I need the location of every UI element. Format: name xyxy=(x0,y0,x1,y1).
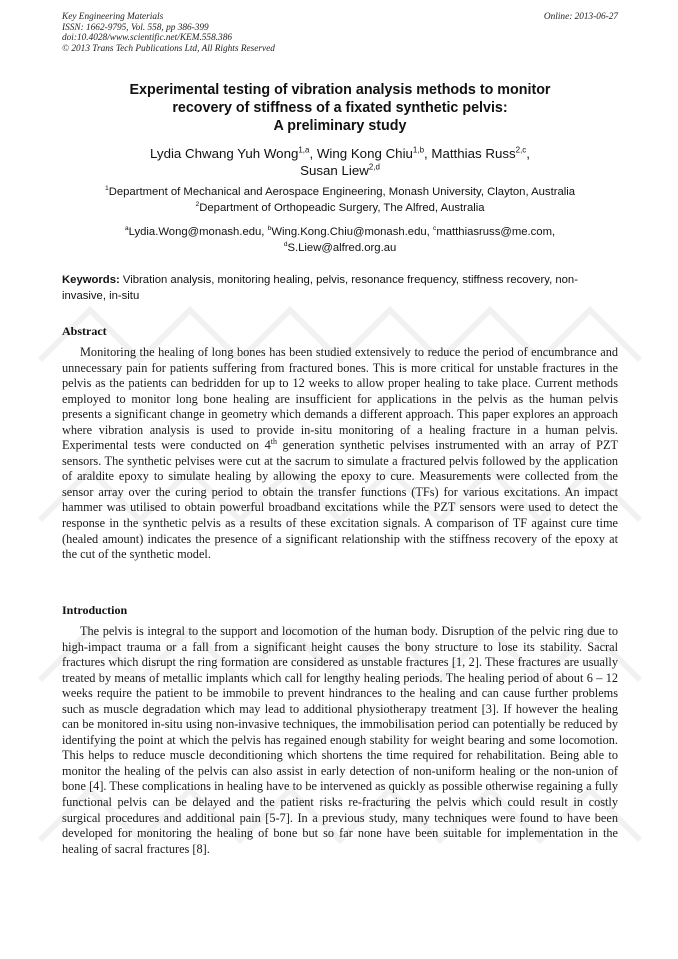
email-link[interactable]: S.Liew@alfred.org.au xyxy=(287,241,397,254)
affiliation-text: Department of Mechanical and Aerospace Engineering, Monash University, Clayton, Australia xyxy=(108,186,576,198)
author-separator: , xyxy=(424,146,432,161)
author-name: Matthias Russ xyxy=(431,146,516,161)
author-affiliation-marker: 1,a xyxy=(298,145,310,155)
paper-title xyxy=(62,81,618,135)
author-affiliation-marker: 2,c xyxy=(515,145,527,155)
affiliation-item xyxy=(62,201,618,217)
author-affiliation-marker: 2,d xyxy=(368,162,380,172)
email-link[interactable]: Wing.Kong.Chiu@monash.edu, xyxy=(271,226,433,238)
email-link[interactable]: Lydia.Wong@monash.edu, xyxy=(128,226,268,238)
keywords-label: Keywords: xyxy=(62,274,120,286)
email-list xyxy=(62,225,618,256)
issn-line: ISSN: 1662-9795, Vol. 558, pp 386-399 xyxy=(62,22,209,33)
author-list xyxy=(62,145,618,179)
title-line-2: recovery of stiffness of a fixated synthetic pelvis: xyxy=(172,100,508,116)
affiliation-item xyxy=(62,185,618,201)
affiliation-marker: 1 xyxy=(104,185,109,193)
abstract-heading: Abstract xyxy=(62,324,107,338)
email-marker: c xyxy=(432,225,437,233)
introduction-paragraph: The pelvis is integral to the support and locomotion of the human body. Disruption of the pelvic ring due to high-impact trauma or a fall from a significant height causes the bony structure to lose its stability. Sacral fractures which disrupt the ring formation are considered as unstable fractures [1, 2]. These fractures are usually treated by means of metallic implants which call for lengthy healing periods. The healing period of about 6 – 12 weeks require the patient to be immobile to prevent hindrances to the healing and can cause further problems such as muscle degradation which may lead to additional physiotherapy treatment [3]. If however the healing can be monitored in-situ using non-invasive techniques, the immobilisation period can potentially be reduced by identifying the point at which the pelvis has regained enough stability for weight bearing and some locomotion. This helps to reduce muscle deconditioning which shortens the time required for rehabilitation. Being able to monitor the healing of the pelvis can also assist in early detection of non-uniform healing or the non-union of bone [4]. These complications in healing have to be intervened as quickly as possible otherwise regaining a fully functional pelvis can be delayed and the patient risks re-fracturing the pelvis which could result in costly surgical procedures and additional pain [5-7]. In a previous study, many techniques were found to have been developed for monitoring the healing of bone but so far none have been suitable for implementation in the healing of sacral fractures [8]. xyxy=(62,624,618,856)
author-name: Wing Kong Chiu xyxy=(316,146,413,161)
author-name: Lydia Chwang Yuh Wong xyxy=(150,146,299,161)
abstract-text-part-2: generation synthetic pelvises instrumented with an array of PZT sensors. The synthetic pelvises were cut at the sacrum to simulate a fractured pelvis followed by the application of araldite epoxy to simulate healing by allowing the epoxy to cure. Measurements were collected from the sensor array over the curing period to obtain the transfer functions (TFs) for various excitations. An impact hammer was utilised to obtain powerful broadband excitations while the PZT sensors were used to detect the response in the synthetic pelvis as a results of these excitation signals. A comparison of TF against cure time (healed amount) indicates the presence of a significant relationship with the stiffness recovery of the epoxy at the cut of the synthetic model. xyxy=(62,438,618,562)
introduction-heading: Introduction xyxy=(62,603,128,617)
abstract-ordinal-suffix: th xyxy=(270,437,277,447)
online-date: Online: 2013-06-27 xyxy=(543,12,618,22)
affiliation-text: Department of Orthopeadic Surgery, The Alfred, Australia xyxy=(199,201,485,214)
abstract-text-part-1: Monitoring the healing of long bones has been studied extensively to reduce the period of encumbrance and unnecessary pain for patients suffering from fractured bones. This is more critical for unstable fractures in the pelvis as the patients can bedridden for up to 12 weeks to allow proper healing to take place. Current methods employed to monitor long bone healing are insufficient for applications in the pelvis as the human pelvis presents a significant change in geometry which demands a different approach. This paper explores an approach where vibration analysis is used to provide in-situ monitoring of a healing fracture in a human pelvis. Experimental tests were conducted on 4 xyxy=(62,345,618,453)
affiliation-list xyxy=(62,185,618,216)
email-link[interactable]: matthiasruss@me.com, xyxy=(436,226,556,238)
affiliation-marker: 2 xyxy=(195,200,200,208)
email-marker: a xyxy=(124,225,129,233)
author-separator: , xyxy=(526,146,530,161)
author-separator: , xyxy=(309,146,317,161)
title-line-1: Experimental testing of vibration analysis methods to monitor xyxy=(129,82,551,98)
author-name: Susan Liew xyxy=(300,163,369,178)
email-marker: d xyxy=(283,240,288,248)
title-line-3: A preliminary study xyxy=(273,118,407,134)
keywords-block xyxy=(62,273,618,304)
journal-name: Key Engineering Materials xyxy=(62,12,164,22)
keywords-text: Vibration analysis, monitoring healing, pelvis, resonance frequency, stiffness recovery, non-invasive, in-situ xyxy=(62,274,578,302)
copyright-line: © 2013 Trans Tech Publications Ltd, All Rights Reserved xyxy=(62,43,275,54)
doi-line: doi:10.4028/www.scientific.net/KEM.558.386 xyxy=(62,33,232,44)
journal-header xyxy=(62,12,618,54)
abstract-paragraph xyxy=(62,345,618,563)
author-affiliation-marker: 1,b xyxy=(412,145,424,155)
email-marker: b xyxy=(267,225,272,233)
